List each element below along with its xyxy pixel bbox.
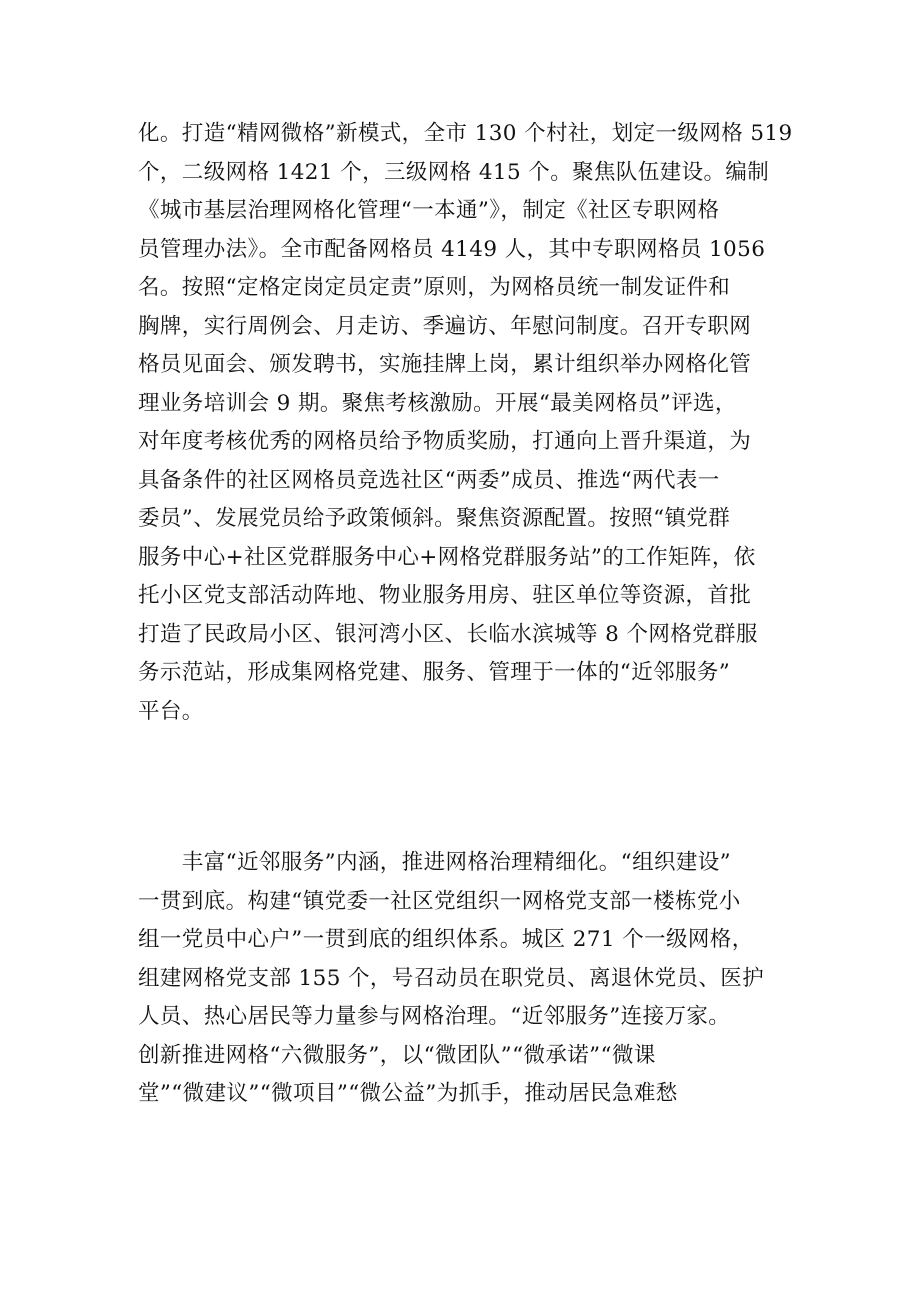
- text-line: 化。打造“精网微格”新模式，全市 130 个村社，划定一级网格 519: [138, 121, 793, 146]
- paragraph-neighbor-service: [138, 844, 798, 1114]
- text-line: 堂”“微建议”“微项目”“微公益”为抓手，推动居民急难愁: [138, 1081, 678, 1106]
- text-line: 员管理办法》。全市配备网格员 4149 人，其中专职网格员 1056: [138, 236, 766, 262]
- text-line: 理业务培训会 9 期。聚焦考核激励。开展“最美网格员”评选，: [138, 390, 737, 416]
- text-line: 名。按照“定格定岗定员定责”原则，为网格员统一制发证件和: [138, 275, 731, 300]
- text-line: 胸牌，实行周例会、月走访、季遍访、年慰问制度。召开专职网: [138, 313, 752, 339]
- text-line: 平台。: [138, 698, 204, 724]
- text-line: 组一党员中心户”一贯到底的组织体系。城区 271 个一级网格，: [138, 927, 754, 952]
- text-line: 丰富“近邻服务”内涵，推进网格治理精细化。“组织建设”: [138, 850, 732, 875]
- text-line: 委员”、发展党员给予政策倾斜。聚焦资源配置。按照“镇党群: [138, 506, 731, 531]
- text-line: 服务中心+社区党群服务中心+网格党群服务站”的工作矩阵，依: [138, 544, 756, 570]
- text-line: 组建网格党支部 155 个，号召动员在职党员、离退休党员、医护: [138, 965, 765, 991]
- text-line: 一贯到底。构建“镇党委一社区党组织一网格党支部一楼栋党小: [138, 888, 741, 914]
- paragraph-grid-model: [138, 115, 798, 731]
- text-line: 具备条件的社区网格员竞选社区“两委”成员、推选“两代表一: [138, 467, 720, 493]
- text-line: 对年度考核优秀的网格员给予物质奖励，打通向上晋升渠道，为: [138, 429, 752, 454]
- text-line: 《城市基层治理网格化管理“一本通”》，制定《社区专职网格: [138, 198, 720, 223]
- text-line: 托小区党支部活动阵地、物业服务用房、驻区单位等资源，首批: [138, 583, 752, 608]
- text-line: 打造了民政局小区、银河湾小区、长临水滨城等 8 个网格党群服: [138, 621, 758, 647]
- text-line: 务示范站，形成集网格党建、服务、管理于一体的“近邻服务”: [138, 660, 731, 685]
- text-line: 格员见面会、颁发聘书，实施挂牌上岗，累计组织举办网格化管: [138, 352, 752, 377]
- text-line: 个，二级网格 1421 个，三级网格 415 个。聚焦队伍建设。编制: [138, 159, 770, 185]
- text-line: 创新推进网格“六微服务”，以“微团队”“微承诺”“微课: [138, 1042, 656, 1068]
- text-line: 人员、热心居民等力量参与网格治理。“近邻服务”连接万家。: [138, 1004, 731, 1029]
